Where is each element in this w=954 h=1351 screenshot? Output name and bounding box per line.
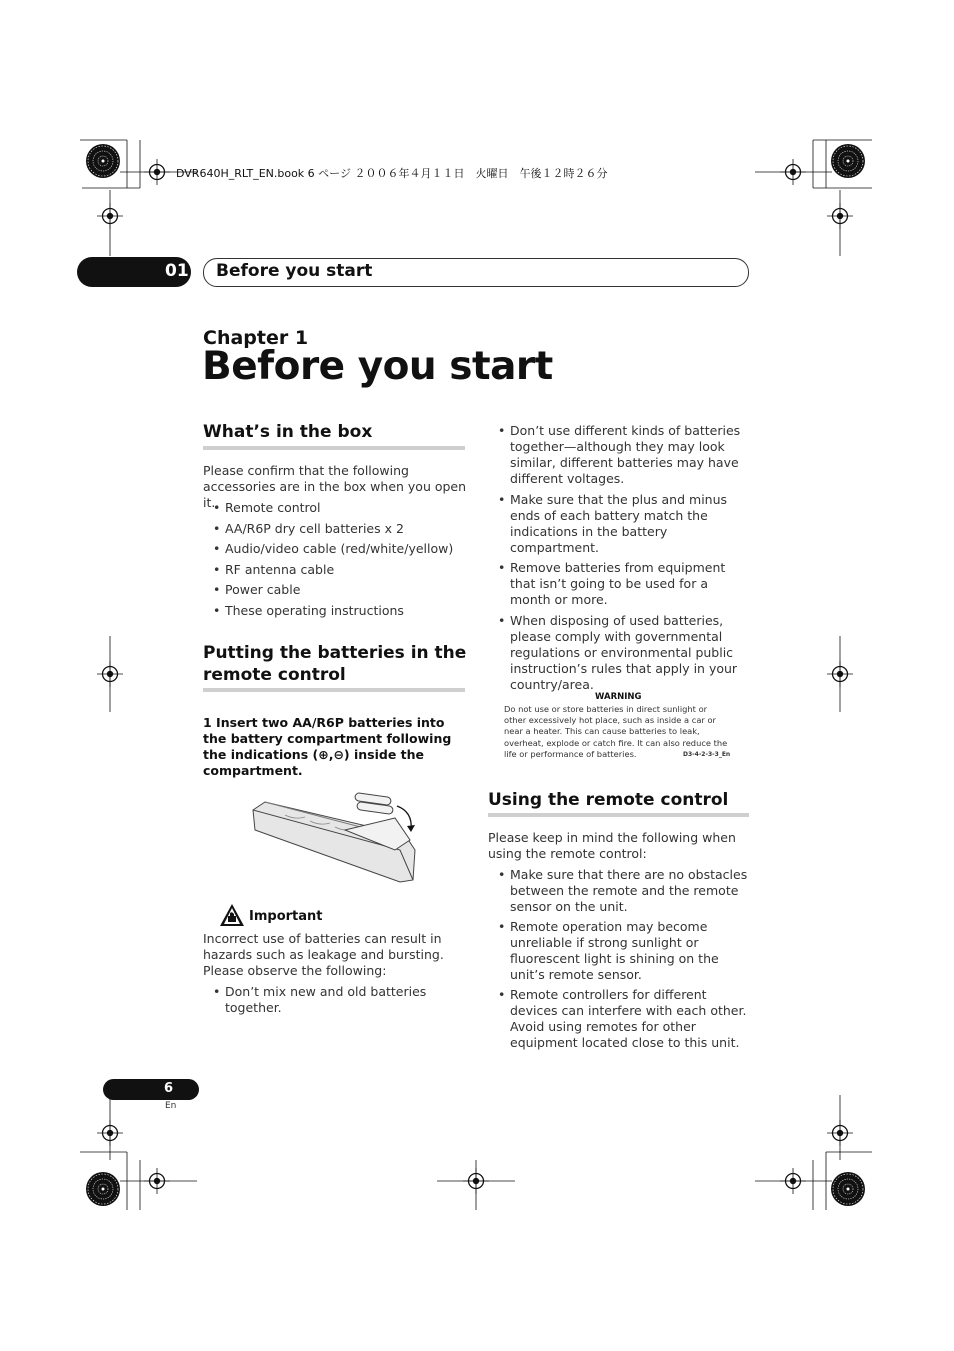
list-item: • Make sure that the plus and minus ends of each battery match the indications in the battery compartment. <box>488 492 750 556</box>
important-warning-icon <box>219 903 245 927</box>
list-item: • Remote controllers for different devices can interfere with each other. Avoid using remotes for other equipment located close to this unit. <box>488 987 750 1051</box>
warning-code: D3-4-2-3-3_En <box>683 751 731 758</box>
heading-rule <box>488 813 749 817</box>
list-item: • Audio/video cable (red/white/yellow) <box>203 541 465 557</box>
list-item: • Remote operation may become unreliable if strong sunlight or fluorescent light is shining on the unit’s remote sensor. <box>488 919 750 983</box>
list-item: • Don’t mix new and old batteries together. <box>203 984 428 1016</box>
page-number: 6 <box>164 1081 174 1096</box>
box-intro: Please confirm that the following accessories are in the box when you open it. <box>203 463 467 510</box>
page-number-pill <box>103 1079 199 1100</box>
heading-using-remote: Using the remote control <box>488 790 729 810</box>
list-item: • AA/R6P dry cell batteries x 2 <box>203 521 465 537</box>
chapter-label: Chapter 1 <box>203 327 309 349</box>
heading-batteries-line2: remote control <box>203 665 346 685</box>
remote-tips-list <box>488 867 750 1055</box>
list-item: • RF antenna cable <box>203 562 465 578</box>
list-item: • Remote control <box>203 500 465 516</box>
file-header: DVR640H_RLT_EN.book 6 ページ ２００６年４月１１日 火曜日 午後１２時２６分 <box>176 167 608 180</box>
page-title: Before you start <box>202 344 553 389</box>
chapter-number: 01 <box>165 261 189 281</box>
list-item: • Don’t use different kinds of batteries together—although they may look similar, different batteries may have different voltages. <box>488 423 750 487</box>
remote-battery-illustration <box>245 790 425 885</box>
heading-whats-in-box: What’s in the box <box>203 422 373 442</box>
list-item: • Remove batteries from equipment that isn’t going to be used for a month or more. <box>488 560 750 608</box>
warning-title: WARNING <box>595 692 642 702</box>
list-item: • When disposing of used batteries, please comply with governmental regulations or environmental public instruction’s rules that apply in your country/area. <box>488 613 750 693</box>
box-items-list <box>203 500 465 619</box>
list-item: • Make sure that there are no obstacles between the remote and the remote sensor on the unit. <box>488 867 750 915</box>
important-label: Important <box>249 909 323 924</box>
list-item: • Power cable <box>203 582 465 598</box>
warning-body: Do not use or store batteries in direct sunlight or other excessively hot place, such as inside a car or near a heater. This can cause batteries to leak, overheat, explode or catch fire. It can also reduce the life or performance of batteries. <box>504 704 728 759</box>
chapter-tab-title: Before you start <box>216 261 373 281</box>
remote-intro: Please keep in mind the following when using the remote control: <box>488 830 736 861</box>
step-1: 1 Insert two AA/R6P batteries into the battery compartment following the indications (⊕,⊖) inside the compartment. <box>203 715 452 778</box>
list-item: • These operating instructions <box>203 603 465 619</box>
important-items-list <box>203 984 428 1016</box>
heading-batteries-line1: Putting the batteries in the <box>203 643 467 663</box>
heading-rule <box>203 446 465 450</box>
important-intro: Incorrect use of batteries can result in hazards such as leakage and bursting. Please observe the following: <box>203 931 444 978</box>
battery-precautions-list <box>488 423 750 697</box>
page-language: En <box>165 1101 177 1111</box>
heading-rule <box>203 688 465 692</box>
